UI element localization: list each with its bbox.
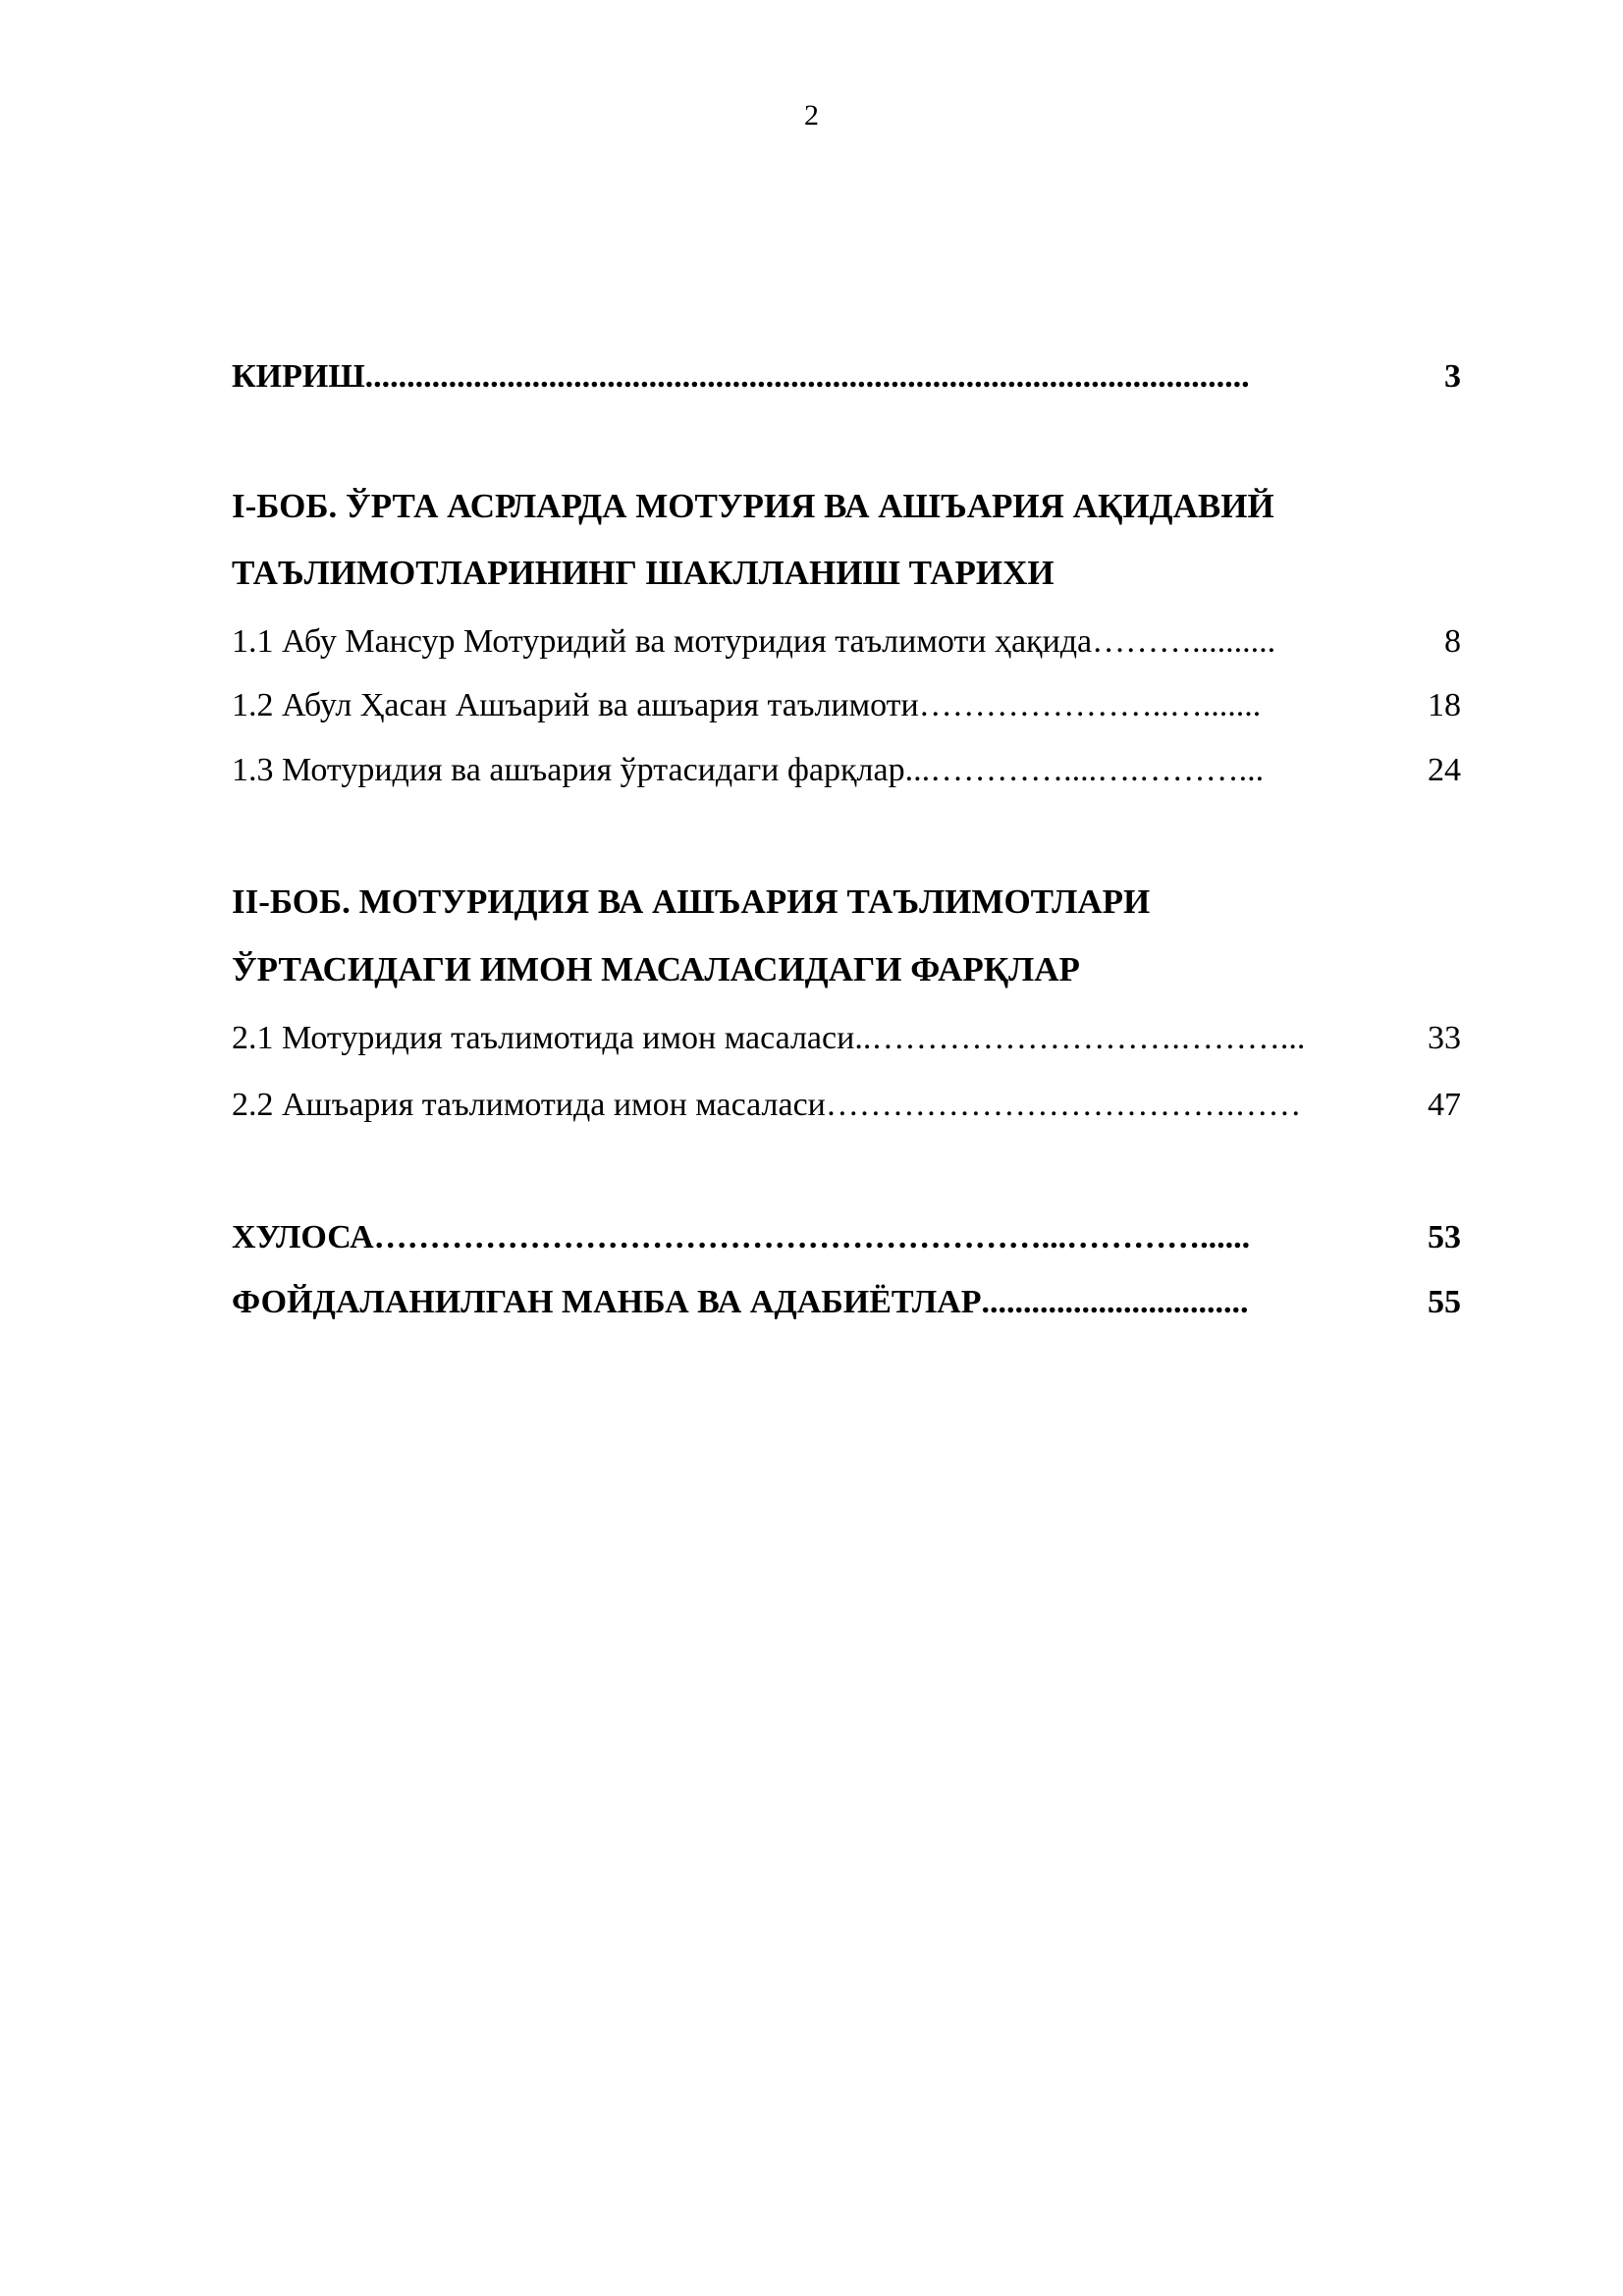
toc-dot-leader: ……………………………………………………...…………......: [373, 1219, 1251, 1255]
toc-dot-leader: ..........................................................................................................: [364, 358, 1250, 395]
chapter-1-title-line-2: ТАЪЛИМОТЛАРИНИНГ ШАКЛЛАНИШ ТАРИХИ: [232, 554, 1055, 592]
toc-entry-section-1-2[interactable]: [232, 684, 1461, 727]
toc-entry-section-2-2[interactable]: [232, 1084, 1461, 1127]
toc-entry-section-1-3[interactable]: [232, 749, 1461, 792]
toc-entry-label: 1.1 Абу Мансур Мотуридий ва мотуридия таълимоти ҳақида: [232, 623, 1093, 660]
toc-entry-section-2-1[interactable]: [232, 1017, 1461, 1060]
chapter-1-title-line-1: I-БОБ. ЎРТА АСРЛАРДА МОТУРИЯ ВА АШЪАРИЯ АҚИДАВИЙ: [232, 487, 1274, 525]
toc-page-number: 53: [1428, 1219, 1461, 1255]
toc-entry-label: 1.3 Мотуридия ва ашъария ўртасидаги фарқлар: [232, 752, 905, 788]
toc-dot-leader: ................................: [981, 1284, 1249, 1320]
toc-entry-references[interactable]: [232, 1281, 1461, 1324]
toc-dot-leader: ...…………....….………...: [904, 752, 1265, 788]
toc-page-number: 47: [1428, 1087, 1461, 1123]
toc-dot-leader: …………………..….......: [918, 687, 1262, 723]
toc-page-number: 24: [1428, 752, 1461, 788]
toc-entry-label: КИРИШ: [232, 358, 365, 395]
toc-dot-leader: ………..........: [1092, 623, 1276, 660]
chapter-2-title-line-1: II-БОБ. МОТУРИДИЯ ВА АШЪАРИЯ ТАЪЛИМОТЛАРИ: [232, 882, 1151, 921]
toc-page-number: 8: [1444, 623, 1461, 660]
toc-page-number: 55: [1428, 1284, 1461, 1320]
toc-entry-label: ХУЛОСА: [232, 1219, 374, 1255]
toc-entry-section-1-1[interactable]: [232, 620, 1461, 664]
toc-entry-label: 2.1 Мотуридия таълимотида имон масаласи: [232, 1020, 855, 1056]
toc-entry-label: 2.2 Ашъария таълимотида имон масаласи: [232, 1087, 826, 1123]
toc-entry-conclusion[interactable]: [232, 1216, 1461, 1259]
chapter-2-title-line-2: ЎРТАСИДАГИ ИМОН МАСАЛАСИДАГИ ФАРҚЛАР: [232, 950, 1080, 988]
toc-page-number: 3: [1444, 358, 1461, 395]
toc-page-number: 33: [1428, 1020, 1461, 1056]
toc-dot-leader: ……………………………….……: [825, 1087, 1302, 1123]
toc-dot-leader: ..……………………….………...: [854, 1020, 1306, 1056]
toc-page-number: 18: [1428, 687, 1461, 723]
toc-entry-label: ФОЙДАЛАНИЛГАН МАНБА ВА АДАБИЁТЛАР: [232, 1284, 982, 1320]
toc-entry-intro[interactable]: [232, 355, 1461, 399]
toc-entry-label: 1.2 Абул Ҳасан Ашъарий ва ашъария таълимоти: [232, 687, 919, 723]
page-number: 2: [804, 99, 819, 132]
